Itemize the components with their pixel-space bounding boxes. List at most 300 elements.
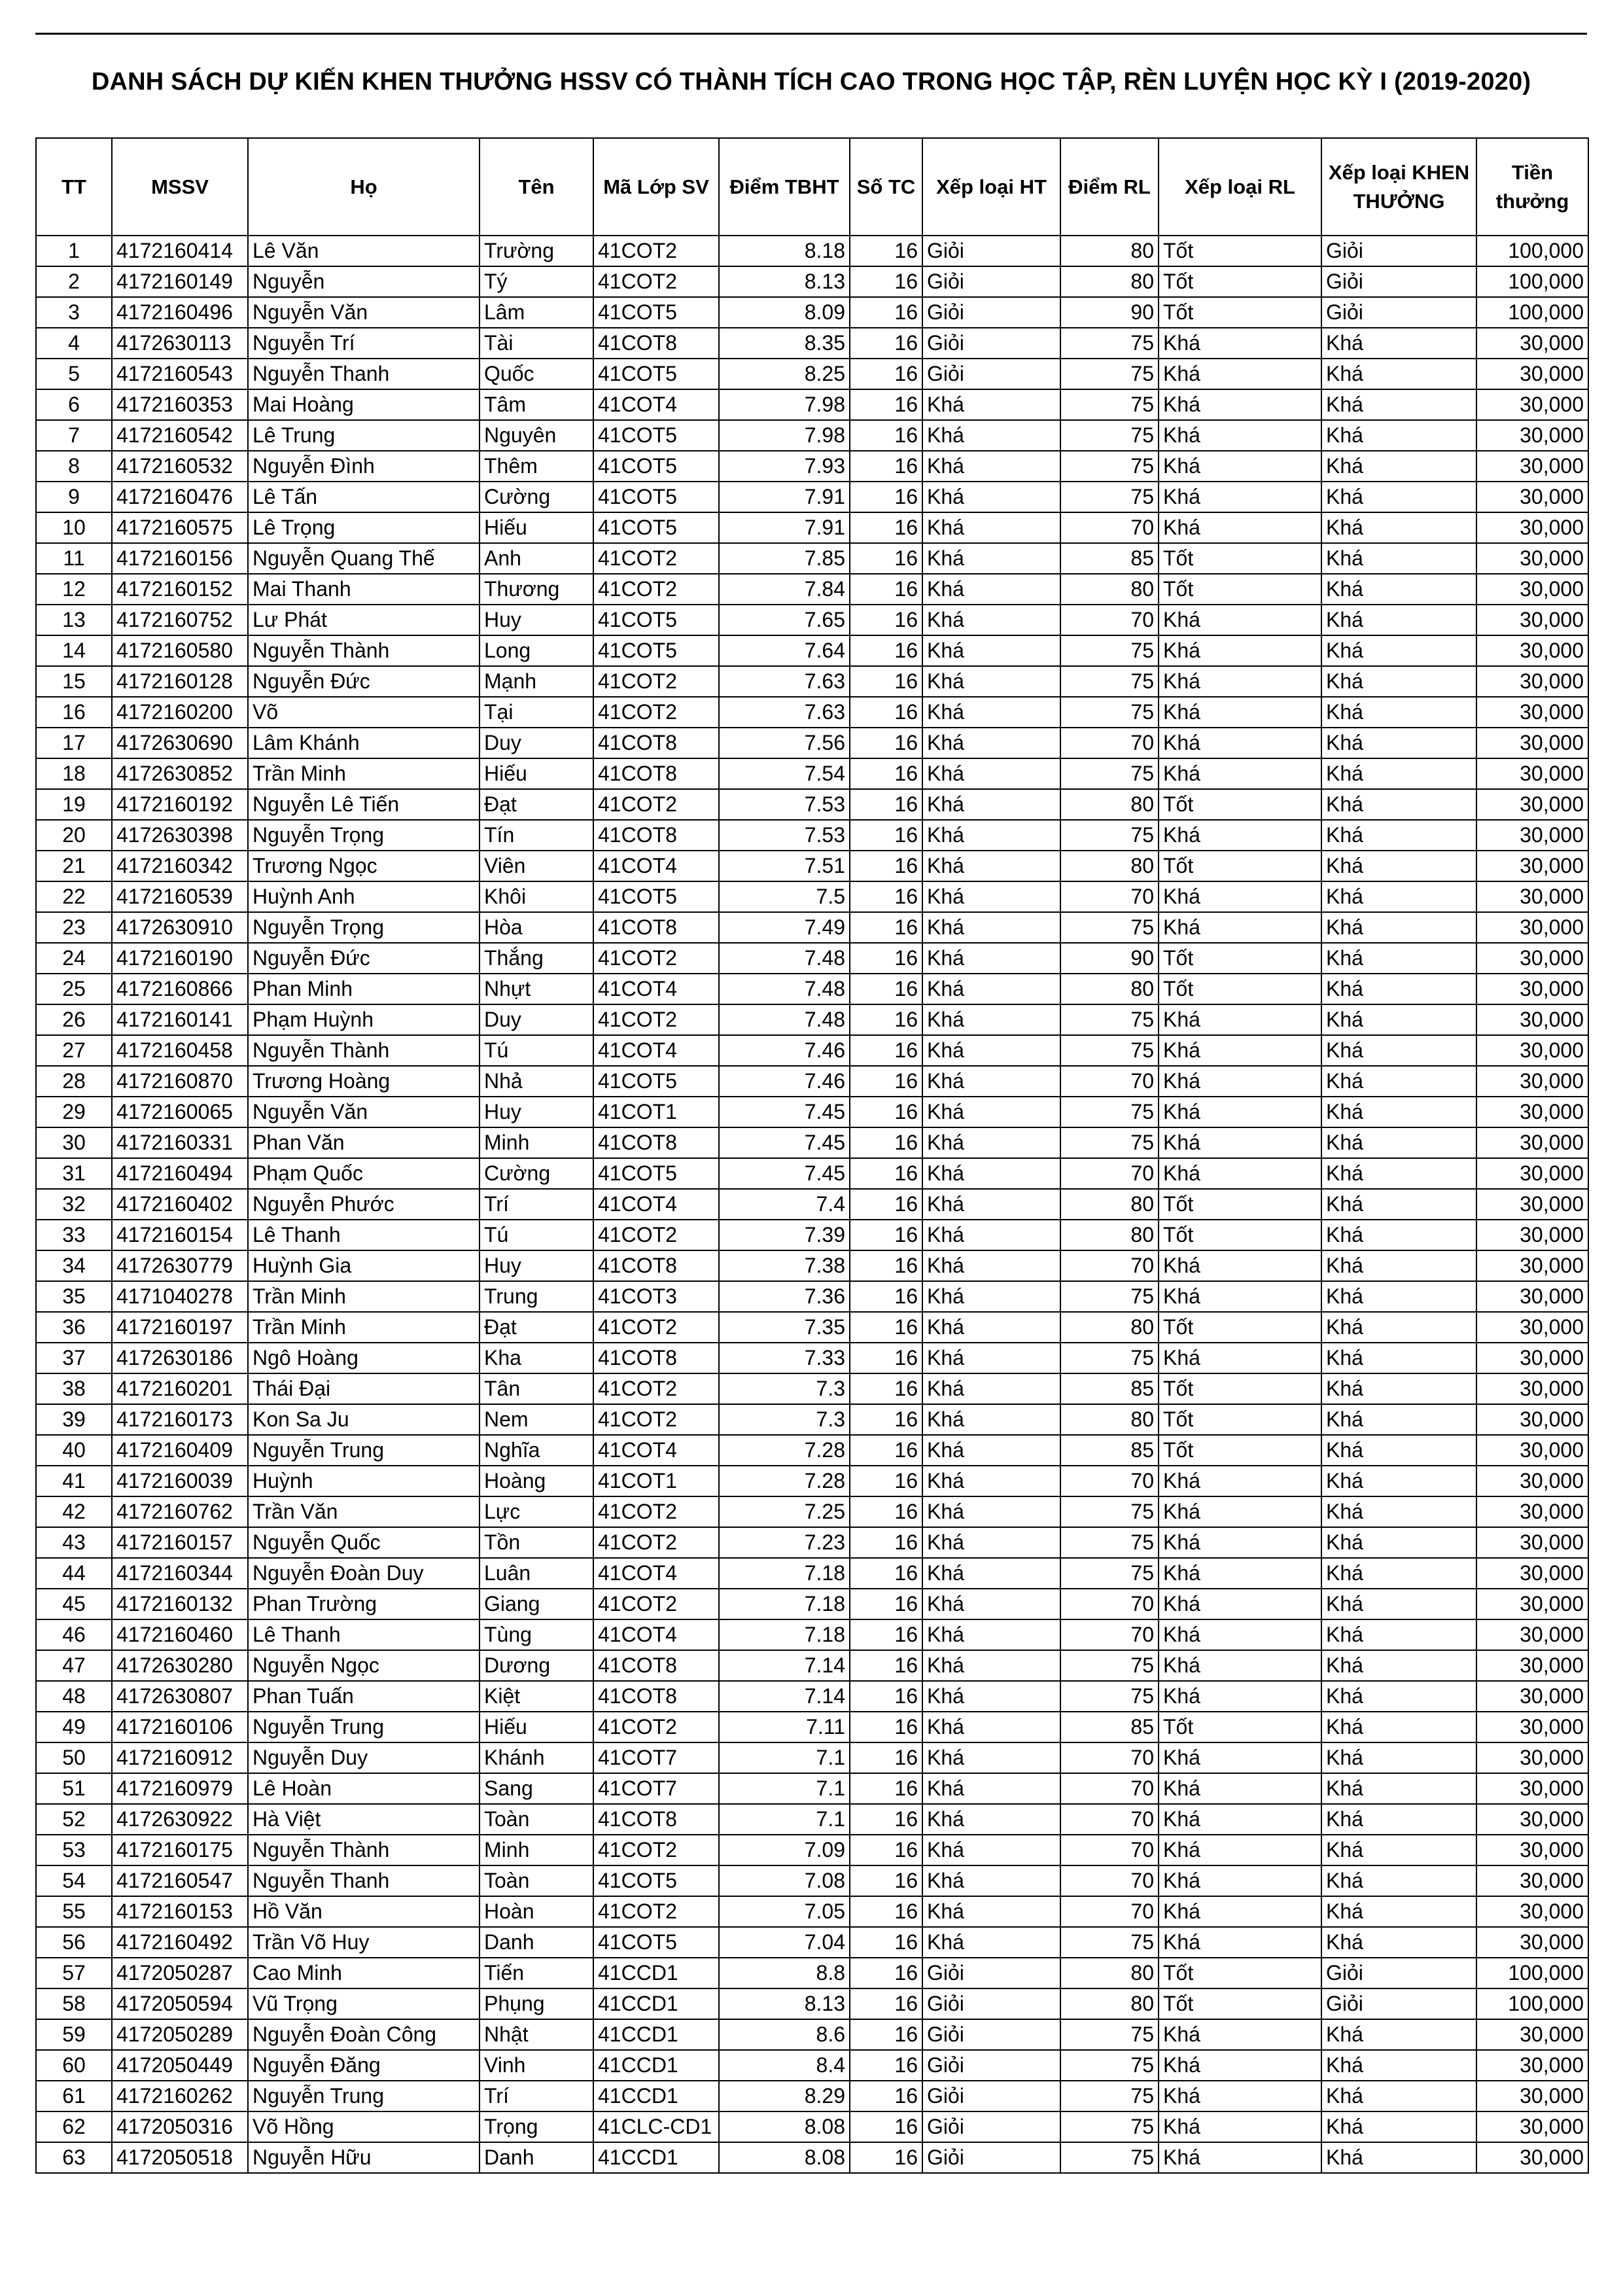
cell-ten: Nghĩa <box>480 1435 593 1466</box>
table-row <box>36 512 1588 543</box>
cell-so-tc: 16 <box>850 1343 922 1373</box>
cell-ho: Lê Thanh <box>248 1220 480 1250</box>
header-ho: Họ <box>248 138 480 236</box>
cell-ho: Nguyễn Đình <box>248 451 480 482</box>
cell-ho: Nguyễn Văn <box>248 297 480 328</box>
cell-tien-thuong: 30,000 <box>1476 1373 1588 1404</box>
cell-ho: Nguyễn Đức <box>248 943 480 974</box>
cell-xep-loai-ht: Khá <box>922 974 1060 1004</box>
table-row <box>36 1496 1588 1527</box>
cell-ten: Tín <box>480 820 593 851</box>
cell-so-tc: 16 <box>850 1127 922 1158</box>
cell-ma-lop: 41COT4 <box>593 1619 719 1650</box>
table-row <box>36 1127 1588 1158</box>
cell-mssv: 4172160866 <box>112 974 248 1004</box>
cell-diem-tbht: 7.4 <box>719 1189 850 1220</box>
cell-ten: Luân <box>480 1558 593 1589</box>
cell-xep-loai-ht: Khá <box>922 943 1060 974</box>
cell-xep-loai-khen-thuong: Giỏi <box>1321 1958 1476 1988</box>
cell-diem-rl: 80 <box>1060 236 1159 266</box>
cell-ma-lop: 41COT8 <box>593 728 719 758</box>
cell-xep-loai-ht: Khá <box>922 1712 1060 1742</box>
cell-ten: Huy <box>480 605 593 635</box>
cell-xep-loai-rl: Khá <box>1159 1835 1321 1865</box>
cell-diem-rl: 75 <box>1060 697 1159 728</box>
cell-mssv: 4172160156 <box>112 543 248 574</box>
cell-ma-lop: 41COT2 <box>593 1712 719 1742</box>
cell-ma-lop: 41COT2 <box>593 1004 719 1035</box>
cell-xep-loai-khen-thuong: Khá <box>1321 1712 1476 1742</box>
cell-xep-loai-rl: Tốt <box>1159 1435 1321 1466</box>
cell-xep-loai-ht: Khá <box>922 1220 1060 1250</box>
cell-xep-loai-khen-thuong: Khá <box>1321 1404 1476 1435</box>
cell-xep-loai-ht: Giỏi <box>922 2111 1060 2142</box>
cell-mssv: 4172160153 <box>112 1896 248 1927</box>
table-row <box>36 1343 1588 1373</box>
cell-ho: Phạm Quốc <box>248 1158 480 1189</box>
cell-tien-thuong: 30,000 <box>1476 697 1588 728</box>
cell-xep-loai-ht: Khá <box>922 1650 1060 1681</box>
cell-ma-lop: 41COT8 <box>593 820 719 851</box>
table-row <box>36 974 1588 1004</box>
cell-ten: Khánh <box>480 1742 593 1773</box>
cell-xep-loai-khen-thuong: Khá <box>1321 635 1476 666</box>
cell-xep-loai-ht: Khá <box>922 1835 1060 1865</box>
cell-so-tc: 16 <box>850 297 922 328</box>
cell-xep-loai-ht: Khá <box>922 1004 1060 1035</box>
cell-diem-rl: 80 <box>1060 1404 1159 1435</box>
cell-ten: Kha <box>480 1343 593 1373</box>
cell-tien-thuong: 30,000 <box>1476 512 1588 543</box>
cell-ma-lop: 41COT2 <box>593 236 719 266</box>
cell-tt: 20 <box>36 820 112 851</box>
cell-xep-loai-khen-thuong: Khá <box>1321 1619 1476 1650</box>
cell-xep-loai-khen-thuong: Khá <box>1321 1435 1476 1466</box>
cell-xep-loai-khen-thuong: Khá <box>1321 1681 1476 1712</box>
cell-xep-loai-rl: Tốt <box>1159 266 1321 297</box>
cell-xep-loai-rl: Khá <box>1159 1742 1321 1773</box>
cell-diem-tbht: 7.46 <box>719 1035 850 1066</box>
cell-ho: Nguyễn Thành <box>248 1035 480 1066</box>
cell-xep-loai-ht: Khá <box>922 1496 1060 1527</box>
cell-so-tc: 16 <box>850 1496 922 1527</box>
cell-tien-thuong: 100,000 <box>1476 297 1588 328</box>
cell-xep-loai-ht: Khá <box>922 1097 1060 1127</box>
cell-xep-loai-rl: Khá <box>1159 1527 1321 1558</box>
cell-so-tc: 16 <box>850 482 922 512</box>
cell-xep-loai-khen-thuong: Khá <box>1321 943 1476 974</box>
cell-ten: Hiếu <box>480 1712 593 1742</box>
cell-tt: 40 <box>36 1435 112 1466</box>
header-diem-tbht: Điểm TBHT <box>719 138 850 236</box>
cell-mssv: 4172160344 <box>112 1558 248 1589</box>
cell-diem-tbht: 8.08 <box>719 2142 850 2173</box>
cell-tien-thuong: 100,000 <box>1476 236 1588 266</box>
cell-xep-loai-ht: Khá <box>922 1435 1060 1466</box>
cell-xep-loai-khen-thuong: Khá <box>1321 851 1476 881</box>
cell-diem-rl: 70 <box>1060 1773 1159 1804</box>
cell-ten: Duy <box>480 1004 593 1035</box>
cell-so-tc: 16 <box>850 512 922 543</box>
cell-mssv: 4172630922 <box>112 1804 248 1835</box>
cell-tien-thuong: 30,000 <box>1476 1004 1588 1035</box>
table-row <box>36 2111 1588 2142</box>
cell-ho: Lê Trung <box>248 420 480 451</box>
top-rule <box>35 33 1587 35</box>
cell-tien-thuong: 30,000 <box>1476 328 1588 359</box>
cell-ten: Tùng <box>480 1619 593 1650</box>
cell-diem-tbht: 8.25 <box>719 359 850 389</box>
cell-diem-tbht: 7.3 <box>719 1373 850 1404</box>
cell-diem-rl: 90 <box>1060 297 1159 328</box>
cell-ma-lop: 41COT2 <box>593 1312 719 1343</box>
cell-mssv: 4172160201 <box>112 1373 248 1404</box>
cell-tt: 51 <box>36 1773 112 1804</box>
cell-ho: Trương Ngọc <box>248 851 480 881</box>
cell-mssv: 4172050594 <box>112 1988 248 2019</box>
cell-xep-loai-rl: Tốt <box>1159 943 1321 974</box>
cell-ten: Tồn <box>480 1527 593 1558</box>
cell-mssv: 4172630186 <box>112 1343 248 1373</box>
cell-diem-tbht: 7.45 <box>719 1097 850 1127</box>
cell-xep-loai-ht: Khá <box>922 543 1060 574</box>
header-ma-lop: Mã Lớp SV <box>593 138 719 236</box>
header-tt: TT <box>36 138 112 236</box>
cell-xep-loai-rl: Khá <box>1159 728 1321 758</box>
cell-diem-tbht: 7.48 <box>719 1004 850 1035</box>
cell-tt: 49 <box>36 1712 112 1742</box>
cell-diem-rl: 85 <box>1060 1712 1159 1742</box>
cell-tien-thuong: 30,000 <box>1476 1527 1588 1558</box>
cell-xep-loai-khen-thuong: Khá <box>1321 2142 1476 2173</box>
cell-xep-loai-ht: Khá <box>922 1158 1060 1189</box>
table-row <box>36 943 1588 974</box>
cell-ho: Nguyễn Hữu <box>248 2142 480 2173</box>
cell-ma-lop: 41COT2 <box>593 543 719 574</box>
cell-ten: Tâm <box>480 389 593 420</box>
cell-xep-loai-khen-thuong: Khá <box>1321 1773 1476 1804</box>
cell-ho: Nguyễn Thanh <box>248 1865 480 1896</box>
cell-xep-loai-rl: Khá <box>1159 1035 1321 1066</box>
cell-ma-lop: 41CCD1 <box>593 1958 719 1988</box>
cell-tien-thuong: 30,000 <box>1476 605 1588 635</box>
cell-ten: Huy <box>480 1097 593 1127</box>
cell-tt: 8 <box>36 451 112 482</box>
cell-diem-rl: 85 <box>1060 543 1159 574</box>
table-row <box>36 1681 1588 1712</box>
cell-xep-loai-ht: Khá <box>922 635 1060 666</box>
cell-xep-loai-rl: Khá <box>1159 1281 1321 1312</box>
cell-xep-loai-ht: Khá <box>922 1281 1060 1312</box>
cell-ho: Phan Trường <box>248 1589 480 1619</box>
cell-diem-tbht: 7.93 <box>719 451 850 482</box>
cell-diem-rl: 70 <box>1060 881 1159 912</box>
cell-ma-lop: 41COT2 <box>593 1896 719 1927</box>
cell-ten: Tú <box>480 1220 593 1250</box>
cell-xep-loai-rl: Khá <box>1159 512 1321 543</box>
cell-xep-loai-ht: Khá <box>922 512 1060 543</box>
cell-so-tc: 16 <box>850 1742 922 1773</box>
table-row <box>36 635 1588 666</box>
cell-xep-loai-rl: Khá <box>1159 1896 1321 1927</box>
cell-xep-loai-khen-thuong: Khá <box>1321 1189 1476 1220</box>
cell-tt: 47 <box>36 1650 112 1681</box>
cell-ho: Nguyễn Trung <box>248 1712 480 1742</box>
cell-diem-tbht: 7.48 <box>719 943 850 974</box>
cell-ho: Nguyễn Văn <box>248 1097 480 1127</box>
cell-xep-loai-khen-thuong: Khá <box>1321 1835 1476 1865</box>
table-row <box>36 574 1588 605</box>
cell-so-tc: 16 <box>850 881 922 912</box>
cell-ho: Cao Minh <box>248 1958 480 1988</box>
cell-so-tc: 16 <box>850 789 922 820</box>
cell-diem-tbht: 7.85 <box>719 543 850 574</box>
cell-xep-loai-ht: Giỏi <box>922 2019 1060 2050</box>
cell-xep-loai-khen-thuong: Khá <box>1321 1035 1476 1066</box>
cell-diem-rl: 80 <box>1060 1988 1159 2019</box>
table-row <box>36 666 1588 697</box>
cell-diem-tbht: 8.29 <box>719 2081 850 2111</box>
cell-ten: Thương <box>480 574 593 605</box>
cell-tt: 45 <box>36 1589 112 1619</box>
table-row <box>36 789 1588 820</box>
cell-xep-loai-ht: Khá <box>922 1466 1060 1496</box>
cell-ma-lop: 41COT4 <box>593 1558 719 1589</box>
cell-so-tc: 16 <box>850 943 922 974</box>
cell-ten: Nhả <box>480 1066 593 1097</box>
cell-ho: Phan Minh <box>248 974 480 1004</box>
cell-so-tc: 16 <box>850 758 922 789</box>
table-row <box>36 820 1588 851</box>
cell-ma-lop: 41COT5 <box>593 605 719 635</box>
table-row <box>36 1527 1588 1558</box>
cell-mssv: 4172050287 <box>112 1958 248 1988</box>
cell-xep-loai-khen-thuong: Khá <box>1321 1220 1476 1250</box>
cell-xep-loai-ht: Giỏi <box>922 2081 1060 2111</box>
header-tien-thuong: Tiền thưởng <box>1476 138 1588 236</box>
cell-mssv: 4172160141 <box>112 1004 248 1035</box>
cell-xep-loai-ht: Khá <box>922 1527 1060 1558</box>
cell-tt: 25 <box>36 974 112 1004</box>
cell-diem-rl: 75 <box>1060 1527 1159 1558</box>
cell-tt: 29 <box>36 1097 112 1127</box>
cell-ma-lop: 41COT1 <box>593 1097 719 1127</box>
cell-mssv: 4172160173 <box>112 1404 248 1435</box>
cell-diem-rl: 75 <box>1060 1004 1159 1035</box>
cell-ten: Hoàn <box>480 1896 593 1927</box>
cell-xep-loai-khen-thuong: Khá <box>1321 2081 1476 2111</box>
cell-tt: 59 <box>36 2019 112 2050</box>
cell-mssv: 4172050316 <box>112 2111 248 2142</box>
cell-xep-loai-ht: Giỏi <box>922 1988 1060 2019</box>
cell-tien-thuong: 30,000 <box>1476 359 1588 389</box>
cell-ten: Tại <box>480 697 593 728</box>
cell-diem-tbht: 7.53 <box>719 789 850 820</box>
cell-diem-rl: 80 <box>1060 266 1159 297</box>
cell-tien-thuong: 30,000 <box>1476 1589 1588 1619</box>
cell-ma-lop: 41CCD1 <box>593 2019 719 2050</box>
cell-ho: Lê Trọng <box>248 512 480 543</box>
cell-xep-loai-rl: Tốt <box>1159 1373 1321 1404</box>
cell-xep-loai-rl: Khá <box>1159 482 1321 512</box>
cell-ma-lop: 41COT5 <box>593 1865 719 1896</box>
cell-xep-loai-rl: Khá <box>1159 758 1321 789</box>
cell-diem-rl: 75 <box>1060 1681 1159 1712</box>
cell-diem-rl: 70 <box>1060 512 1159 543</box>
cell-tt: 54 <box>36 1865 112 1896</box>
cell-xep-loai-rl: Khá <box>1159 2142 1321 2173</box>
cell-xep-loai-rl: Khá <box>1159 1496 1321 1527</box>
cell-tt: 41 <box>36 1466 112 1496</box>
cell-ten: Quốc <box>480 359 593 389</box>
cell-tien-thuong: 30,000 <box>1476 1619 1588 1650</box>
cell-so-tc: 16 <box>850 912 922 943</box>
cell-so-tc: 16 <box>850 1281 922 1312</box>
cell-ho: Huỳnh <box>248 1466 480 1496</box>
cell-mssv: 4172160539 <box>112 881 248 912</box>
cell-diem-rl: 75 <box>1060 1927 1159 1958</box>
cell-tt: 46 <box>36 1619 112 1650</box>
table-row <box>36 1865 1588 1896</box>
cell-xep-loai-rl: Khá <box>1159 1127 1321 1158</box>
table-row <box>36 1097 1588 1127</box>
cell-ten: Nguyên <box>480 420 593 451</box>
table-row <box>36 758 1588 789</box>
cell-xep-loai-rl: Khá <box>1159 420 1321 451</box>
cell-ma-lop: 41COT5 <box>593 881 719 912</box>
cell-so-tc: 16 <box>850 974 922 1004</box>
cell-ten: Trường <box>480 236 593 266</box>
cell-xep-loai-khen-thuong: Khá <box>1321 1066 1476 1097</box>
cell-xep-loai-ht: Khá <box>922 1373 1060 1404</box>
cell-diem-tbht: 7.65 <box>719 605 850 635</box>
cell-diem-rl: 80 <box>1060 1189 1159 1220</box>
table-row <box>36 1250 1588 1281</box>
cell-ten: Trọng <box>480 2111 593 2142</box>
cell-ten: Danh <box>480 2142 593 2173</box>
cell-ten: Lâm <box>480 297 593 328</box>
cell-so-tc: 16 <box>850 1804 922 1835</box>
cell-diem-rl: 75 <box>1060 451 1159 482</box>
cell-xep-loai-rl: Khá <box>1159 1558 1321 1589</box>
cell-ho: Phan Văn <box>248 1127 480 1158</box>
cell-ten: Minh <box>480 1835 593 1865</box>
cell-ho: Phạm Huỳnh <box>248 1004 480 1035</box>
cell-mssv: 4172160762 <box>112 1496 248 1527</box>
cell-ho: Lê Thanh <box>248 1619 480 1650</box>
cell-so-tc: 16 <box>850 1035 922 1066</box>
cell-ho: Hà Việt <box>248 1804 480 1835</box>
cell-xep-loai-khen-thuong: Khá <box>1321 2111 1476 2142</box>
cell-tt: 6 <box>36 389 112 420</box>
cell-ma-lop: 41COT4 <box>593 974 719 1004</box>
cell-xep-loai-rl: Tốt <box>1159 851 1321 881</box>
cell-tien-thuong: 30,000 <box>1476 974 1588 1004</box>
cell-mssv: 4172160402 <box>112 1189 248 1220</box>
cell-diem-rl: 75 <box>1060 420 1159 451</box>
cell-xep-loai-khen-thuong: Khá <box>1321 605 1476 635</box>
cell-xep-loai-khen-thuong: Khá <box>1321 328 1476 359</box>
cell-xep-loai-khen-thuong: Khá <box>1321 697 1476 728</box>
cell-ma-lop: 41COT2 <box>593 1835 719 1865</box>
cell-diem-tbht: 8.8 <box>719 1958 850 1988</box>
header-xep-loai-khen-thuong: Xếp loại KHEN THƯỞNG <box>1321 138 1476 236</box>
cell-ma-lop: 41COT5 <box>593 297 719 328</box>
cell-so-tc: 16 <box>850 266 922 297</box>
cell-xep-loai-rl: Tốt <box>1159 1988 1321 2019</box>
cell-tt: 48 <box>36 1681 112 1712</box>
cell-ma-lop: 41COT8 <box>593 328 719 359</box>
cell-diem-tbht: 7.63 <box>719 666 850 697</box>
cell-diem-rl: 75 <box>1060 1097 1159 1127</box>
cell-diem-tbht: 7.09 <box>719 1835 850 1865</box>
cell-tien-thuong: 30,000 <box>1476 789 1588 820</box>
table-row <box>36 1988 1588 2019</box>
cell-so-tc: 16 <box>850 1250 922 1281</box>
cell-tien-thuong: 100,000 <box>1476 1988 1588 2019</box>
cell-xep-loai-rl: Khá <box>1159 605 1321 635</box>
cell-tt: 5 <box>36 359 112 389</box>
cell-diem-tbht: 7.1 <box>719 1773 850 1804</box>
cell-ten: Hòa <box>480 912 593 943</box>
cell-tt: 44 <box>36 1558 112 1589</box>
cell-xep-loai-ht: Giỏi <box>922 2050 1060 2081</box>
cell-so-tc: 16 <box>850 1712 922 1742</box>
cell-xep-loai-ht: Giỏi <box>922 1958 1060 1988</box>
cell-diem-tbht: 7.98 <box>719 420 850 451</box>
cell-xep-loai-khen-thuong: Khá <box>1321 1742 1476 1773</box>
cell-mssv: 4172160200 <box>112 697 248 728</box>
cell-ma-lop: 41COT5 <box>593 482 719 512</box>
cell-xep-loai-rl: Khá <box>1159 1250 1321 1281</box>
cell-diem-tbht: 7.28 <box>719 1435 850 1466</box>
header-mssv: MSSV <box>112 138 248 236</box>
cell-ma-lop: 41COT8 <box>593 1250 719 1281</box>
table-row <box>36 420 1588 451</box>
cell-tien-thuong: 30,000 <box>1476 666 1588 697</box>
cell-diem-tbht: 7.04 <box>719 1927 850 1958</box>
cell-ten: Lực <box>480 1496 593 1527</box>
cell-xep-loai-rl: Tốt <box>1159 1189 1321 1220</box>
cell-ho: Nguyễn Ngọc <box>248 1650 480 1681</box>
cell-so-tc: 16 <box>850 1835 922 1865</box>
cell-tien-thuong: 30,000 <box>1476 2111 1588 2142</box>
cell-tt: 31 <box>36 1158 112 1189</box>
cell-xep-loai-rl: Khá <box>1159 359 1321 389</box>
cell-tt: 43 <box>36 1527 112 1558</box>
cell-tien-thuong: 30,000 <box>1476 1404 1588 1435</box>
cell-mssv: 4172160460 <box>112 1619 248 1650</box>
cell-mssv: 4172160409 <box>112 1435 248 1466</box>
cell-diem-rl: 75 <box>1060 2050 1159 2081</box>
cell-ho: Lê Văn <box>248 236 480 266</box>
cell-ho: Mai Hoàng <box>248 389 480 420</box>
cell-xep-loai-ht: Khá <box>922 1773 1060 1804</box>
cell-so-tc: 16 <box>850 389 922 420</box>
cell-mssv: 4172160912 <box>112 1742 248 1773</box>
cell-ma-lop: 41COT3 <box>593 1281 719 1312</box>
cell-ho: Lâm Khánh <box>248 728 480 758</box>
cell-tien-thuong: 30,000 <box>1476 1712 1588 1742</box>
cell-ma-lop: 41COT4 <box>593 389 719 420</box>
cell-xep-loai-ht: Khá <box>922 1804 1060 1835</box>
table-row <box>36 912 1588 943</box>
cell-ho: Lư Phát <box>248 605 480 635</box>
cell-tien-thuong: 30,000 <box>1476 543 1588 574</box>
cell-diem-rl: 75 <box>1060 1496 1159 1527</box>
cell-tien-thuong: 30,000 <box>1476 1189 1588 1220</box>
cell-so-tc: 16 <box>850 820 922 851</box>
